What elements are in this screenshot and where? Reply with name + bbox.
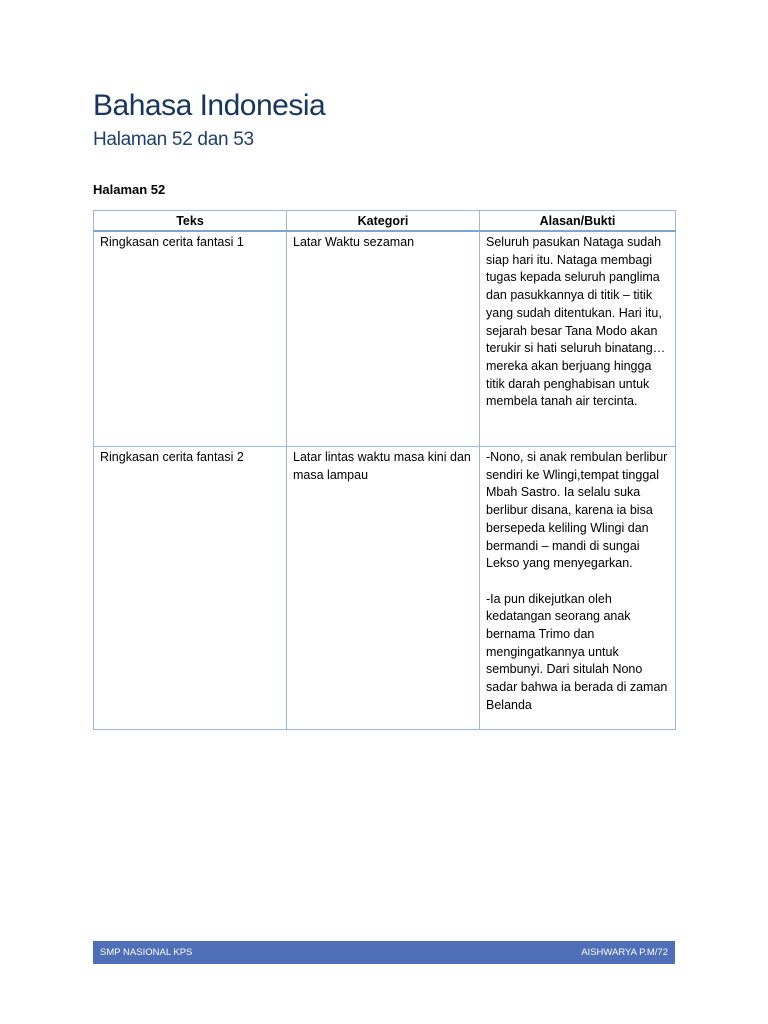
alasan-paragraph: Seluruh pasukan Nataga sudah siap hari itu. Nataga membagi tugas kepada seluruh panglima dan pasukkannya di titik – titik yang sudah ditentukan. Hari itu, sejarah besar Tana Modo akan terukir si hati seluruh binatang…mereka akan berjuang hingga titik darah penghabisan untuk membela tanah air tercinta. — [486, 235, 666, 409]
cell-teks: Ringkasan cerita fantasi 2 — [94, 447, 287, 730]
table-row — [94, 447, 676, 730]
document-title: Bahasa Indonesia — [93, 89, 326, 122]
cell-kategori: Latar Waktu sezaman — [287, 231, 480, 447]
alasan-paragraph: -Ia pun dikejutkan oleh kedatangan seorang anak bernama Trimo dan mengingatkannya untuk sembunyi. Dari situlah Nono sadar bahwa ia berada di zaman Belanda — [486, 591, 668, 712]
footer-school-name: SMP NASIONAL KPS — [100, 947, 193, 958]
page-footer — [93, 941, 675, 964]
cell-teks: Ringkasan cerita fantasi 1 — [94, 231, 287, 447]
cell-alasan — [480, 231, 676, 447]
analysis-table — [93, 210, 676, 730]
footer-author: AISHWARYA P.M/72 — [581, 947, 668, 958]
document-subtitle: Halaman 52 dan 53 — [93, 129, 254, 150]
column-header-kategori: Kategori — [287, 211, 480, 232]
table-header-row — [94, 211, 676, 232]
column-header-alasan: Alasan/Bukti — [480, 211, 676, 232]
cell-alasan — [480, 447, 676, 730]
section-heading: Halaman 52 — [93, 182, 166, 197]
column-header-teks: Teks — [94, 211, 287, 232]
alasan-paragraph: -Nono, si anak rembulan berlibur sendiri ke Wlingi,tempat tinggal Mbah Sastro. Ia selalu suka berlibur disana, karena ia bisa bersepeda keliling Wlingi dan bermandi – mandi di sungai Lekso yang menyegarkan. — [486, 450, 668, 571]
table-row — [94, 231, 676, 447]
cell-kategori: Latar lintas waktu masa kini dan masa lampau — [287, 447, 480, 730]
